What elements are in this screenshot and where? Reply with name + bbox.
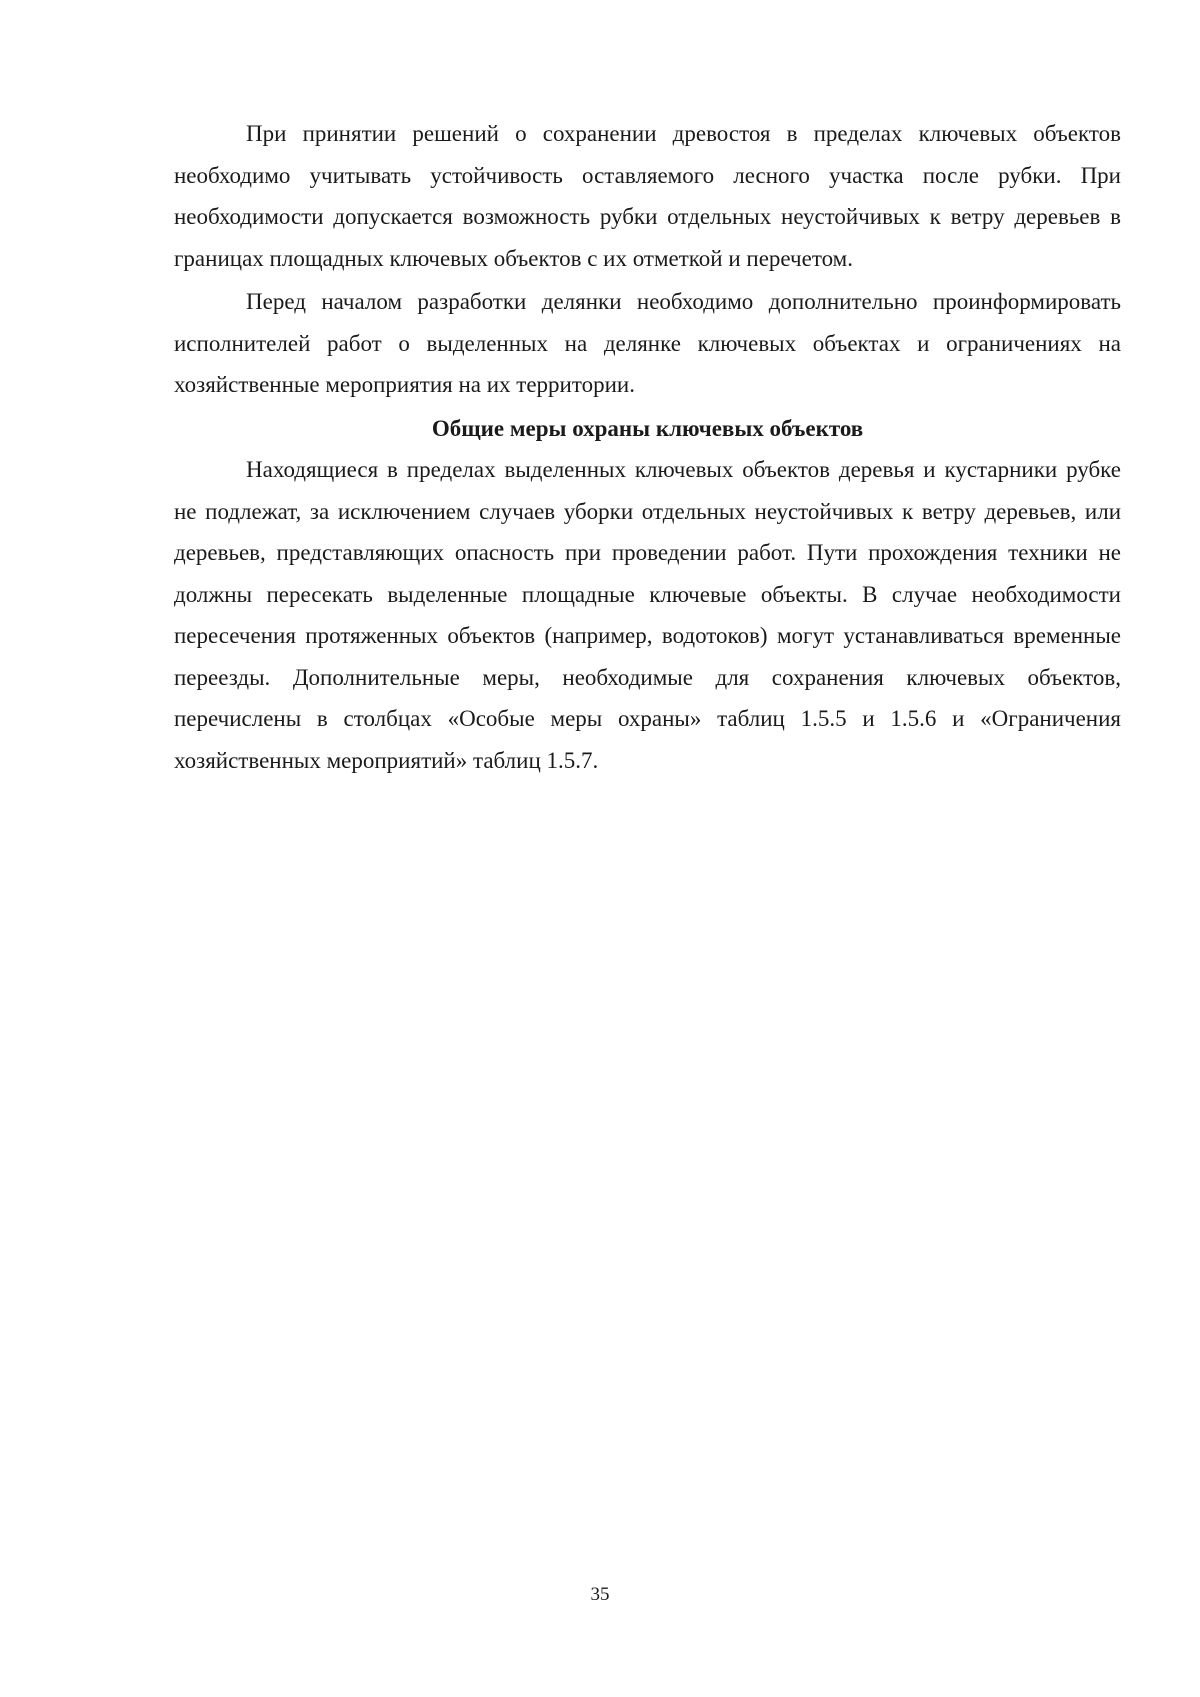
page-number: 35 <box>590 1584 610 1605</box>
page-body <box>174 113 1121 783</box>
paragraph-protection-measures: Находящиеся в пределах выделенных ключевых объектов деревья и кустарники рубке не подлежат, за исключением случаев уборки отдельных неустойчивых к ветру деревьев, или деревьев, представляющих опасность при проведении работ. Пути прохождения техники не должны пересекать выделенные площадные ключевые объекты. В случае необходимости пересечения протяженных объектов (например, водотоков) могут устанавливаться временные переезды. Дополнительные меры, необходимые для сохранения ключевых объектов, перечислены в столбцах «Особые меры охраны» таблиц 1.5.5 и 1.5.6 и «Ограничения хозяйственных мероприятий» таблиц 1.5.7. <box>174 457 1121 773</box>
paragraph-tree-preservation: При принятии решений о сохранении древостоя в пределах ключевых объектов необходимо учитывать устойчивость оставляемого лесного участка после рубки. При необходимости допускается возможность рубки отдельных неустойчивых к ветру деревьев в границах площадных ключевых объектов с их отметкой и перечетом. <box>174 121 1121 271</box>
paragraph-worker-briefing: Перед началом разработки делянки необходимо дополнительно проинформировать исполнителей работ о выделенных на делянке ключевых объектах и ограничениях на хозяйственные мероприятия на их территории. <box>174 289 1121 397</box>
section-heading-protection-measures: Общие меры охраны ключевых объектов <box>431 415 864 441</box>
